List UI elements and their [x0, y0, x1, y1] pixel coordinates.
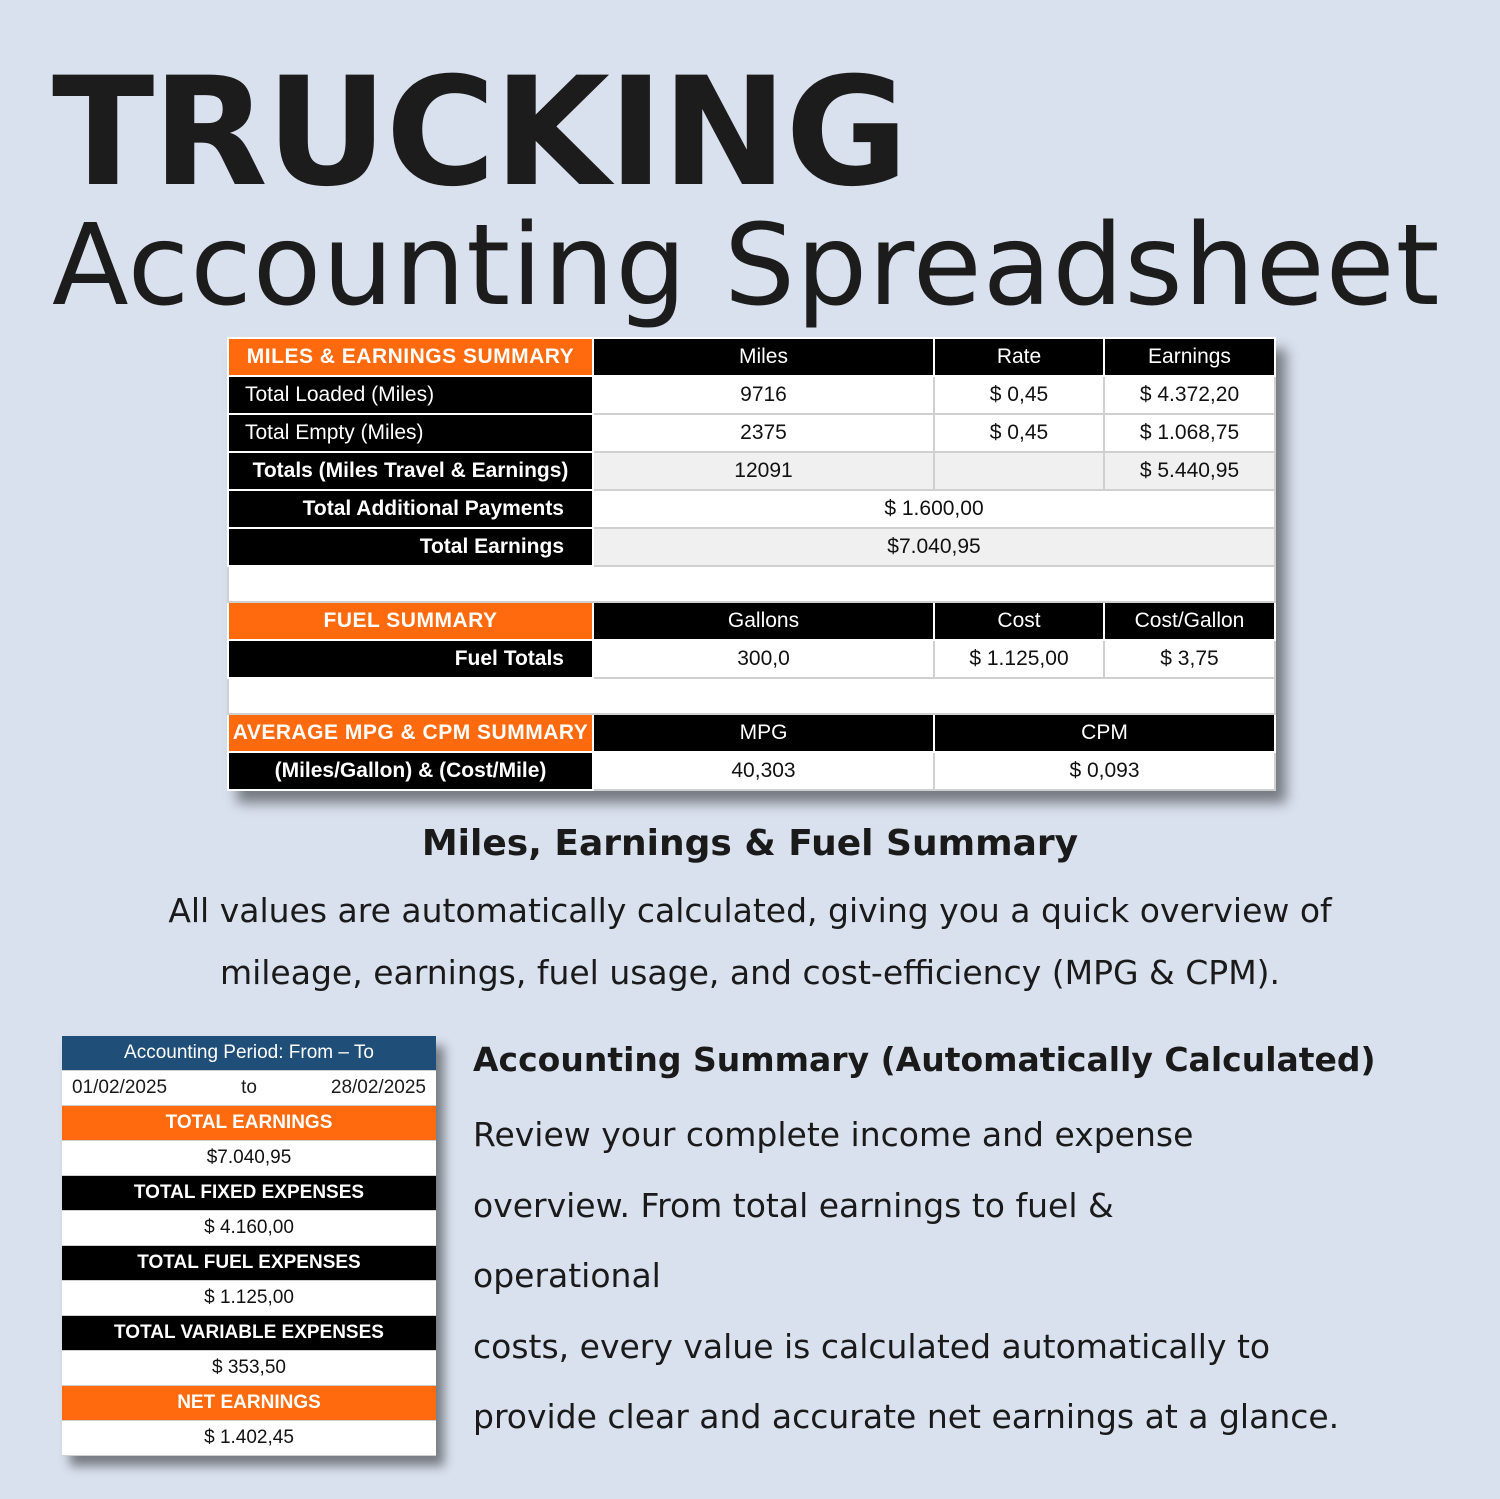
- col-header-cost-per-gallon: Cost/Gallon: [1104, 602, 1275, 640]
- summary-description: [0, 880, 1500, 1004]
- cell-totals-miles[interactable]: 12091: [593, 452, 934, 490]
- period-from-date[interactable]: 01/02/2025: [72, 1077, 168, 1098]
- summary-heading: Miles, Earnings & Fuel Summary: [421, 823, 1079, 864]
- description-line: costs, every value is calculated automatically to: [473, 1326, 1271, 1366]
- cell-additional-payments[interactable]: $ 1.600,00: [593, 490, 1275, 528]
- table-row: [228, 490, 1275, 528]
- description-line: operational: [473, 1256, 661, 1295]
- cell-empty-earnings[interactable]: $ 1.068,75: [1104, 414, 1275, 452]
- net-earnings-value: $ 1.402,45: [62, 1421, 436, 1456]
- table-row: [228, 452, 1275, 490]
- summary-line: mileage, earnings, fuel usage, and cost-efficiency (MPG & CPM).: [219, 953, 1281, 992]
- table-row: [228, 640, 1275, 678]
- table-row: [228, 528, 1275, 566]
- page-subtitle: Accounting Spreadsheet: [52, 201, 1441, 331]
- col-header-miles: Miles: [593, 338, 934, 376]
- accounting-summary-card: [62, 1036, 436, 1456]
- fuel-section-label: FUEL SUMMARY: [228, 602, 593, 640]
- total-fuel-expenses-label: TOTAL FUEL EXPENSES: [62, 1246, 436, 1281]
- row-label-mpg-cpm: (Miles/Gallon) & (Cost/Mile): [228, 752, 593, 790]
- accounting-summary-heading: Accounting Summary (Automatically Calculated): [473, 1040, 1376, 1079]
- row-label-total-loaded: Total Loaded (Miles): [228, 376, 593, 414]
- miles-earnings-header-row: [228, 338, 1275, 376]
- cell-fuel-gallons[interactable]: 300,0: [593, 640, 934, 678]
- cell-empty-rate[interactable]: $ 0,45: [934, 414, 1104, 452]
- total-earnings-label: TOTAL EARNINGS: [62, 1106, 436, 1141]
- summary-line: All values are automatically calculated, giving you a quick overview of: [168, 891, 1332, 930]
- spacer-row: [228, 566, 1275, 602]
- col-header-earnings: Earnings: [1104, 338, 1275, 376]
- total-variable-expenses-value: $ 353,50: [62, 1351, 436, 1386]
- col-header-mpg: MPG: [593, 714, 934, 752]
- col-header-cost: Cost: [934, 602, 1104, 640]
- description-line: overview. From total earnings to fuel &: [473, 1185, 1114, 1225]
- cell-total-earnings[interactable]: $7.040,95: [593, 528, 1275, 566]
- description-line: Review your complete income and expense: [473, 1115, 1194, 1154]
- col-header-gallons: Gallons: [593, 602, 934, 640]
- fuel-header-row: [228, 602, 1275, 640]
- cell-totals-rate-empty: [934, 452, 1104, 490]
- cell-mpg[interactable]: 40,303: [593, 752, 934, 790]
- mpg-cpm-section-label: AVERAGE MPG & CPM SUMMARY: [228, 714, 593, 752]
- total-fixed-expenses-label: TOTAL FIXED EXPENSES: [62, 1176, 436, 1211]
- row-label-additional-payments: Total Additional Payments: [228, 490, 593, 528]
- cell-fuel-cost-per-gallon[interactable]: $ 3,75: [1104, 640, 1275, 678]
- accounting-period-dates: [62, 1071, 436, 1106]
- miles-earnings-section-label: MILES & EARNINGS SUMMARY: [228, 338, 593, 376]
- miles-earnings-fuel-table: [227, 337, 1276, 791]
- total-variable-expenses-label: TOTAL VARIABLE EXPENSES: [62, 1316, 436, 1351]
- cell-cpm[interactable]: $ 0,093: [934, 752, 1275, 790]
- col-header-rate: Rate: [934, 338, 1104, 376]
- total-fixed-expenses-value: $ 4.160,00: [62, 1211, 436, 1246]
- table-row: [228, 752, 1275, 790]
- net-earnings-label: NET EARNINGS: [62, 1386, 436, 1421]
- table-row: [228, 376, 1275, 414]
- row-label-fuel-totals: Fuel Totals: [228, 640, 593, 678]
- cell-fuel-cost[interactable]: $ 1.125,00: [934, 640, 1104, 678]
- accounting-period-label: Accounting Period: From – To: [62, 1036, 436, 1071]
- period-to-date[interactable]: 28/02/2025: [330, 1077, 426, 1098]
- spacer-row: [228, 678, 1275, 714]
- cell-loaded-rate[interactable]: $ 0,45: [934, 376, 1104, 414]
- cell-loaded-earnings[interactable]: $ 4.372,20: [1104, 376, 1275, 414]
- description-line: provide clear and accurate net earnings at a glance.: [473, 1397, 1340, 1436]
- cell-empty-miles[interactable]: 2375: [593, 414, 934, 452]
- row-label-total-earnings: Total Earnings: [228, 528, 593, 566]
- accounting-summary-description: [473, 1100, 1483, 1453]
- table-row: [228, 414, 1275, 452]
- col-header-cpm: CPM: [934, 714, 1275, 752]
- total-fuel-expenses-value: $ 1.125,00: [62, 1281, 436, 1316]
- page-title: TRUCKING: [52, 46, 907, 220]
- cell-totals-earnings[interactable]: $ 5.440,95: [1104, 452, 1275, 490]
- mpg-cpm-header-row: [228, 714, 1275, 752]
- row-label-total-empty: Total Empty (Miles): [228, 414, 593, 452]
- cell-loaded-miles[interactable]: 9716: [593, 376, 934, 414]
- total-earnings-value: $7.040,95: [62, 1141, 436, 1176]
- period-to-word: to: [241, 1077, 257, 1098]
- row-label-totals: Totals (Miles Travel & Earnings): [228, 452, 593, 490]
